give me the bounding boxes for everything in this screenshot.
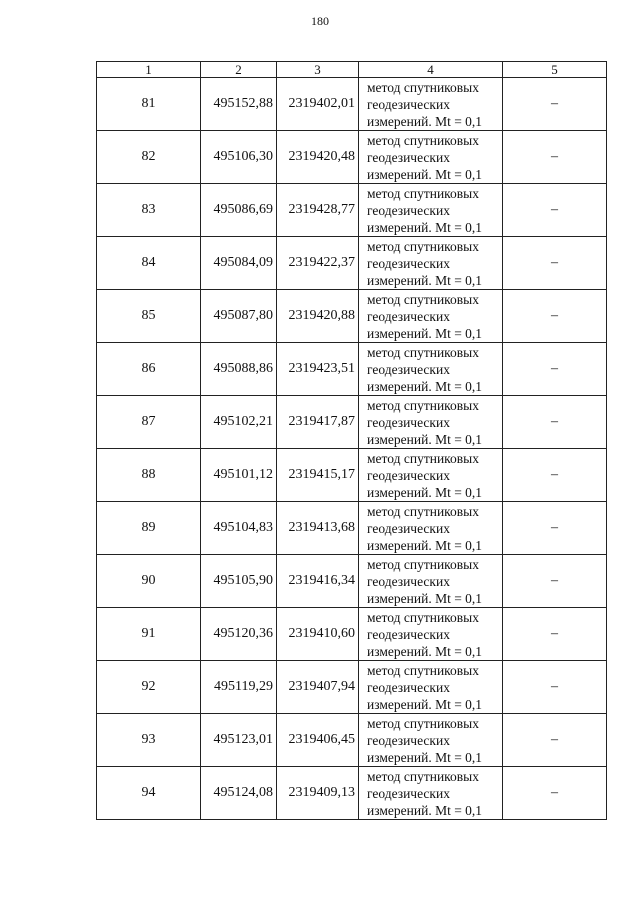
note-cell: – — [503, 449, 607, 502]
table-header — [97, 62, 607, 78]
method-cell — [359, 767, 503, 820]
column-header-2: 2 — [201, 62, 277, 78]
method-cell — [359, 714, 503, 767]
x-coordinate-cell: 495086,69 — [201, 184, 277, 237]
point-number-cell: 83 — [97, 184, 201, 237]
point-number-cell: 86 — [97, 343, 201, 396]
x-coordinate-cell: 495152,88 — [201, 78, 277, 131]
table-row — [97, 184, 607, 237]
y-coordinate-cell: 2319417,87 — [277, 396, 359, 449]
method-line: метод спутниковых — [367, 715, 479, 731]
y-coordinate-cell: 2319402,01 — [277, 78, 359, 131]
method-cell — [359, 78, 503, 131]
y-coordinate-cell: 2319406,45 — [277, 714, 359, 767]
y-coordinate-cell: 2319420,88 — [277, 290, 359, 343]
note-cell: – — [503, 502, 607, 555]
table-row — [97, 767, 607, 820]
method-line: геодезических — [367, 573, 450, 589]
method-line: геодезических — [367, 732, 450, 748]
y-coordinate-cell: 2319409,13 — [277, 767, 359, 820]
note-cell: – — [503, 131, 607, 184]
method-line: геодезических — [367, 308, 450, 324]
method-line: геодезических — [367, 414, 450, 430]
method-line: геодезических — [367, 361, 450, 377]
note-cell: – — [503, 290, 607, 343]
note-cell: – — [503, 608, 607, 661]
method-line: метод спутниковых — [367, 291, 479, 307]
method-cell — [359, 449, 503, 502]
method-line: измерений. Mt = 0,1 — [367, 219, 483, 235]
x-coordinate-cell: 495102,21 — [201, 396, 277, 449]
x-coordinate-cell: 495084,09 — [201, 237, 277, 290]
note-cell: – — [503, 237, 607, 290]
header-row — [97, 62, 607, 78]
x-coordinate-cell: 495101,12 — [201, 449, 277, 502]
table-row — [97, 237, 607, 290]
coordinates-table — [96, 61, 607, 820]
method-line: метод спутниковых — [367, 768, 479, 784]
method-cell — [359, 608, 503, 661]
method-line: метод спутниковых — [367, 238, 479, 254]
point-number-cell: 91 — [97, 608, 201, 661]
method-line: геодезических — [367, 679, 450, 695]
method-line: метод спутниковых — [367, 344, 479, 360]
x-coordinate-cell: 495088,86 — [201, 343, 277, 396]
method-cell — [359, 555, 503, 608]
method-cell — [359, 237, 503, 290]
method-line: измерений. Mt = 0,1 — [367, 749, 483, 765]
note-cell: – — [503, 714, 607, 767]
method-line: метод спутниковых — [367, 185, 479, 201]
y-coordinate-cell: 2319423,51 — [277, 343, 359, 396]
method-line: метод спутниковых — [367, 79, 479, 95]
y-coordinate-cell: 2319416,34 — [277, 555, 359, 608]
table-row — [97, 661, 607, 714]
method-line: измерений. Mt = 0,1 — [367, 696, 483, 712]
point-number-cell: 94 — [97, 767, 201, 820]
method-cell — [359, 396, 503, 449]
point-number-cell: 92 — [97, 661, 201, 714]
table-row — [97, 714, 607, 767]
method-line: метод спутниковых — [367, 609, 479, 625]
note-cell: – — [503, 661, 607, 714]
method-line: метод спутниковых — [367, 132, 479, 148]
point-number-cell: 87 — [97, 396, 201, 449]
method-cell — [359, 184, 503, 237]
point-number-cell: 88 — [97, 449, 201, 502]
method-line: измерений. Mt = 0,1 — [367, 643, 483, 659]
method-line: геодезических — [367, 785, 450, 801]
method-line: геодезических — [367, 467, 450, 483]
point-number-cell: 85 — [97, 290, 201, 343]
column-header-5: 5 — [503, 62, 607, 78]
method-line: измерений. Mt = 0,1 — [367, 166, 483, 182]
y-coordinate-cell: 2319407,94 — [277, 661, 359, 714]
column-header-1: 1 — [97, 62, 201, 78]
table-row — [97, 396, 607, 449]
method-line: измерений. Mt = 0,1 — [367, 590, 483, 606]
y-coordinate-cell: 2319415,17 — [277, 449, 359, 502]
table-row — [97, 343, 607, 396]
y-coordinate-cell: 2319413,68 — [277, 502, 359, 555]
method-line: метод спутниковых — [367, 503, 479, 519]
note-cell: – — [503, 78, 607, 131]
method-line: метод спутниковых — [367, 397, 479, 413]
y-coordinate-cell: 2319410,60 — [277, 608, 359, 661]
x-coordinate-cell: 495120,36 — [201, 608, 277, 661]
method-line: измерений. Mt = 0,1 — [367, 378, 483, 394]
method-cell — [359, 131, 503, 184]
column-header-4: 4 — [359, 62, 503, 78]
method-line: измерений. Mt = 0,1 — [367, 537, 483, 553]
x-coordinate-cell: 495105,90 — [201, 555, 277, 608]
x-coordinate-cell: 495106,30 — [201, 131, 277, 184]
y-coordinate-cell: 2319422,37 — [277, 237, 359, 290]
method-line: геодезических — [367, 255, 450, 271]
method-line: измерений. Mt = 0,1 — [367, 431, 483, 447]
table-row — [97, 131, 607, 184]
method-line: измерений. Mt = 0,1 — [367, 802, 483, 818]
table-body — [97, 78, 607, 820]
point-number-cell: 89 — [97, 502, 201, 555]
method-line: измерений. Mt = 0,1 — [367, 484, 483, 500]
page-number: 180 — [311, 14, 329, 28]
note-cell: – — [503, 184, 607, 237]
method-line: геодезических — [367, 96, 450, 112]
table-row — [97, 502, 607, 555]
method-line: измерений. Mt = 0,1 — [367, 272, 483, 288]
method-line: геодезических — [367, 520, 450, 536]
table-row — [97, 290, 607, 343]
table-row — [97, 555, 607, 608]
method-line: метод спутниковых — [367, 662, 479, 678]
x-coordinate-cell: 495104,83 — [201, 502, 277, 555]
x-coordinate-cell: 495087,80 — [201, 290, 277, 343]
method-line: геодезических — [367, 626, 450, 642]
column-header-3: 3 — [277, 62, 359, 78]
method-line: метод спутниковых — [367, 556, 479, 572]
table-row — [97, 78, 607, 131]
method-line: геодезических — [367, 149, 450, 165]
y-coordinate-cell: 2319420,48 — [277, 131, 359, 184]
method-line: геодезических — [367, 202, 450, 218]
y-coordinate-cell: 2319428,77 — [277, 184, 359, 237]
x-coordinate-cell: 495123,01 — [201, 714, 277, 767]
table-row — [97, 608, 607, 661]
point-number-cell: 82 — [97, 131, 201, 184]
note-cell: – — [503, 396, 607, 449]
x-coordinate-cell: 495124,08 — [201, 767, 277, 820]
method-cell — [359, 502, 503, 555]
method-line: метод спутниковых — [367, 450, 479, 466]
point-number-cell: 90 — [97, 555, 201, 608]
method-cell — [359, 661, 503, 714]
point-number-cell: 81 — [97, 78, 201, 131]
note-cell: – — [503, 555, 607, 608]
method-line: измерений. Mt = 0,1 — [367, 325, 483, 341]
method-cell — [359, 290, 503, 343]
note-cell: – — [503, 343, 607, 396]
point-number-cell: 84 — [97, 237, 201, 290]
table-row — [97, 449, 607, 502]
point-number-cell: 93 — [97, 714, 201, 767]
method-line: измерений. Mt = 0,1 — [367, 113, 483, 129]
x-coordinate-cell: 495119,29 — [201, 661, 277, 714]
note-cell: – — [503, 767, 607, 820]
method-cell — [359, 343, 503, 396]
